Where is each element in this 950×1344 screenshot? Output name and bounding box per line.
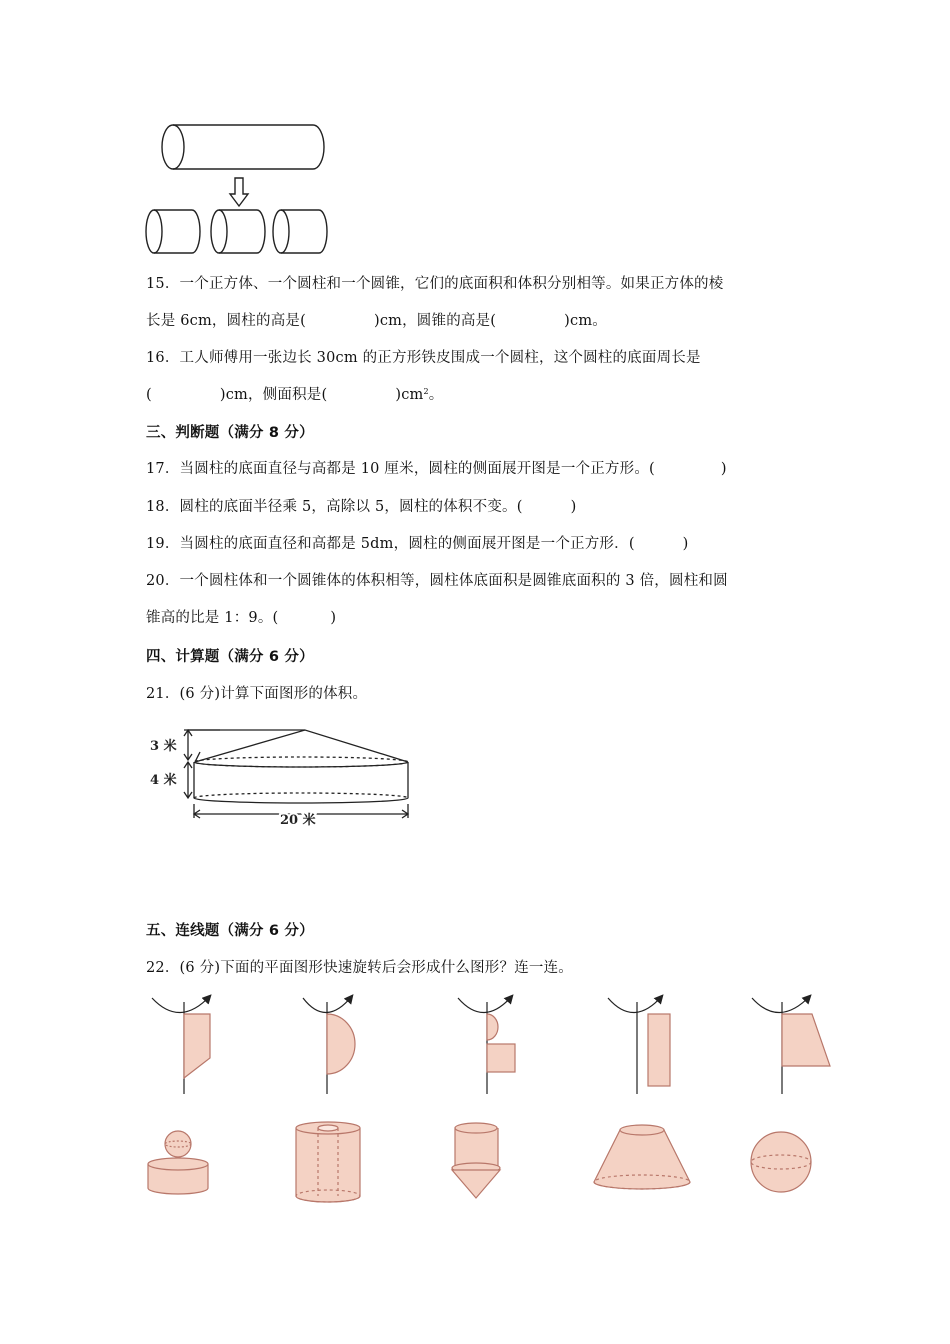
square-superscript: 2 bbox=[423, 387, 429, 396]
cone-cylinder-figure bbox=[140, 722, 420, 832]
question-17 bbox=[146, 459, 727, 479]
question-16-text-d: 。 bbox=[428, 387, 444, 403]
question-15-text-c: )cm。 bbox=[564, 313, 607, 329]
question-17-text: 17．当圆柱的底面直径与高都是 10 厘米，圆柱的侧面展开图是一个正方形。( bbox=[146, 461, 655, 477]
section-3-heading: 三、判断题（满分 8 分） bbox=[146, 425, 314, 441]
question-15-line1: 15．一个正方体、一个圆柱和一个圆锥，它们的底面积和体积分别相等。如果正方体的棱 bbox=[146, 276, 724, 292]
rotation-shapes-row bbox=[140, 990, 840, 1100]
question-16-text-b: )cm，侧面积是( bbox=[219, 387, 328, 403]
section-5-heading: 五、连线题（满分 6 分） bbox=[146, 923, 314, 939]
diameter-label: 20 米 bbox=[280, 813, 316, 828]
question-15-line2 bbox=[146, 311, 607, 331]
question-16-line2 bbox=[146, 385, 443, 405]
rotation-solids-row bbox=[140, 1118, 840, 1208]
question-22: 22．(6 分)下面的平面图形快速旋转后会形成什么图形？连一连。 bbox=[146, 960, 573, 976]
question-15-text-b: )cm，圆锥的高是( bbox=[373, 313, 497, 329]
question-20-line2 bbox=[146, 608, 336, 628]
question-19-close: ) bbox=[682, 536, 689, 552]
cylinder-height-label: 4 米 bbox=[150, 773, 177, 788]
question-19-text: 19．当圆柱的底面直径和高都是 5dm，圆柱的侧面展开图是一个正方形．( bbox=[146, 536, 635, 552]
question-16-text-a: ( bbox=[146, 387, 152, 403]
question-18 bbox=[146, 497, 576, 517]
question-15-text-a: 长是 6cm，圆柱的高是( bbox=[146, 313, 306, 329]
question-17-close: ) bbox=[720, 461, 727, 477]
question-18-text: 18．圆柱的底面半径乘 5，高除以 5，圆柱的体积不变。( bbox=[146, 499, 523, 515]
question-20-text: 锥高的比是 1：9。( bbox=[146, 610, 279, 626]
question-19 bbox=[146, 534, 689, 554]
cylinder-cut-figure bbox=[140, 120, 340, 260]
question-20-line1: 20．一个圆柱体和一个圆锥体的体积相等，圆柱体底面积是圆锥底面积的 3 倍，圆柱和圆 bbox=[146, 573, 728, 589]
question-18-close: ) bbox=[570, 499, 577, 515]
section-4-heading: 四、计算题（满分 6 分） bbox=[146, 649, 314, 665]
question-16-text-c: )cm bbox=[395, 387, 424, 403]
question-20-close: ) bbox=[330, 610, 337, 626]
question-21: 21．(6 分)计算下面图形的体积。 bbox=[146, 686, 368, 702]
cone-height-label: 3 米 bbox=[150, 739, 177, 754]
question-16-line1: 16．工人师傅用一张边长 30cm 的正方形铁皮围成一个圆柱，这个圆柱的底面周长是 bbox=[146, 350, 701, 366]
